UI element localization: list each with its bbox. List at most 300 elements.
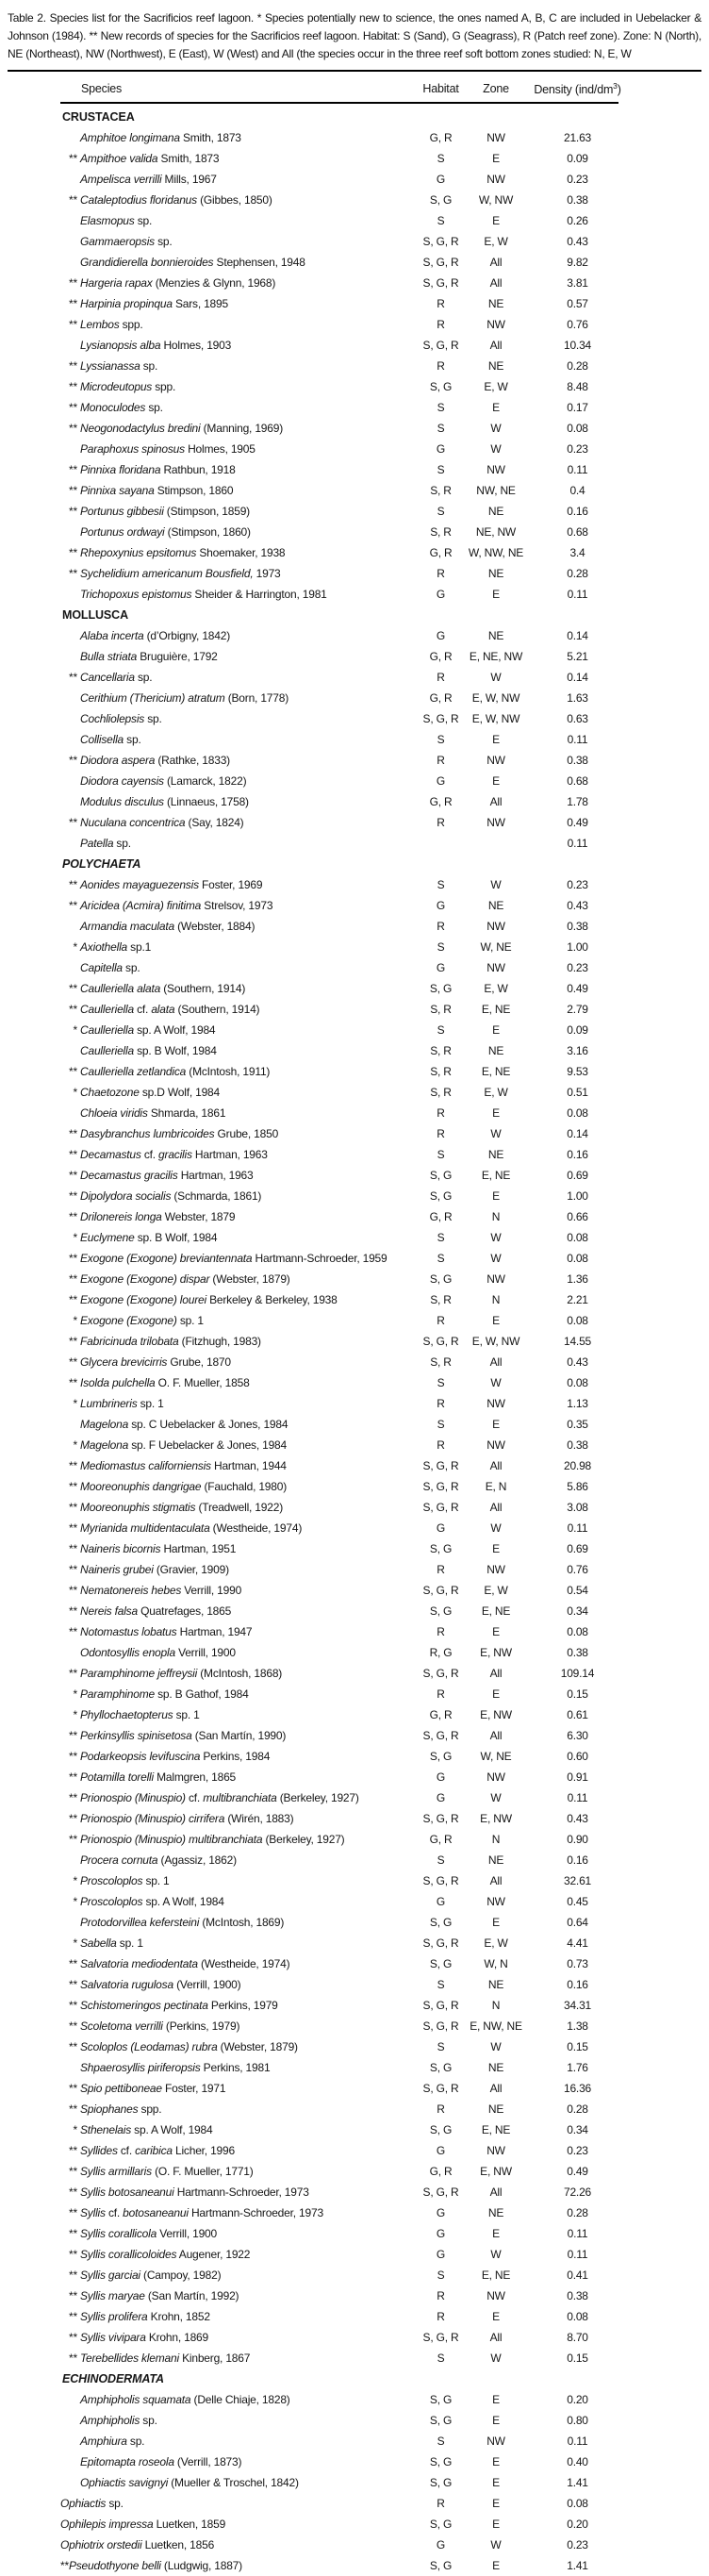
new-record-marker: ** [69, 1293, 77, 1306]
density-cell: 0.15 [567, 2352, 588, 2365]
habitat-cell: S [437, 733, 445, 746]
species-name: Diodora aspera (Rathke, 1833) [80, 754, 230, 767]
density-cell: 0.11 [567, 2435, 588, 2448]
zone-cell: E [492, 2476, 500, 2489]
species-cell [60, 2555, 415, 2576]
habitat-cell: G [436, 1791, 446, 1804]
table-body [60, 104, 635, 2576]
habitat-cell: R [437, 754, 445, 767]
zone-cell: NW [486, 318, 505, 331]
new-record-marker: ** [69, 1667, 77, 1680]
density-cell: 0.08 [567, 1252, 588, 1265]
density-cell: 0.38 [567, 193, 588, 207]
zone-cell: NE [487, 1044, 504, 1057]
species-name: Caulleriella sp. A Wolf, 1984 [80, 1023, 216, 1037]
species-row [60, 1372, 635, 1393]
habitat-cell: S, G, R [422, 2019, 459, 2033]
species-name: Potamilla torelli Malmgren, 1865 [80, 1770, 237, 1784]
species-cell [60, 1082, 415, 1103]
habitat-cell: G [436, 629, 446, 642]
species-name: Syllis corallicola Verrill, 1900 [80, 2227, 217, 2240]
section-header-echinodermata: ECHINODERMATA [62, 2372, 164, 2385]
habitat-cell: G, R [429, 691, 453, 705]
species-row [60, 625, 635, 646]
zone-cell: NE [487, 899, 504, 912]
density-cell: 4.41 [567, 1936, 588, 1950]
zone-cell: All [489, 1874, 503, 1887]
species-cell [60, 2431, 415, 2451]
zone-cell: E [492, 401, 500, 414]
species-row [60, 1580, 635, 1601]
habitat-cell: S, G, R [422, 235, 459, 248]
species-cell [60, 2161, 415, 2182]
species-cell [60, 1497, 415, 1518]
density-cell: 0.08 [567, 2497, 588, 2510]
species-name: Amphiura sp. [80, 2435, 145, 2448]
zone-cell: W [490, 2248, 502, 2261]
habitat-cell: S, G [429, 380, 453, 393]
habitat-cell: S [437, 152, 445, 165]
zone-cell: E [492, 2414, 500, 2427]
zone-cell: NE [487, 297, 504, 310]
zone-cell: NW, NE [476, 484, 516, 497]
zone-cell: W, NW [478, 193, 514, 207]
new-record-marker: ** [69, 1584, 77, 1597]
species-row [60, 812, 635, 833]
density-cell: 3.08 [567, 1501, 588, 1514]
section-header-crustacea: CRUSTACEA [62, 110, 135, 124]
species-row [60, 169, 635, 190]
habitat-cell: S, G, R [422, 2082, 459, 2095]
new-record-marker: ** [69, 1169, 77, 1182]
species-cell [60, 1725, 415, 1746]
species-name: Cancellaria sp. [80, 671, 153, 684]
zone-cell: NW [486, 2144, 505, 2157]
habitat-cell: S, G [429, 2393, 453, 2406]
species-name: Lumbrineris sp. 1 [80, 1397, 164, 1410]
density-cell: 0.11 [567, 1521, 588, 1535]
species-name: Caulleriella alata (Southern, 1914) [80, 982, 246, 995]
zone-cell: All [489, 276, 503, 290]
habitat-cell: R [437, 1438, 445, 1452]
species-name: Salvatoria rugulosa (Verrill, 1900) [80, 1978, 241, 1991]
species-cell [60, 335, 415, 356]
species-cell [60, 729, 415, 750]
species-row [60, 1704, 635, 1725]
species-row [60, 1310, 635, 1331]
density-cell: 0.49 [567, 982, 588, 995]
species-name: Caulleriella cf. alata (Southern, 1914) [80, 1003, 260, 1016]
new-record-marker: ** [69, 982, 77, 995]
species-row [60, 2451, 635, 2472]
species-name: Syllis armillaris (O. F. Mueller, 1771) [80, 2165, 254, 2178]
species-cell [60, 1393, 415, 1414]
species-row [60, 833, 635, 854]
new-record-marker: ** [69, 193, 77, 207]
species-name: Dipolydora socialis (Schmarda, 1861) [80, 1189, 262, 1203]
species-cell [60, 1061, 415, 1082]
species-cell [60, 2036, 415, 2057]
density-cell: 0.43 [567, 235, 588, 248]
habitat-cell: S, G, R [422, 1812, 459, 1825]
density-cell: 0.08 [567, 1376, 588, 1389]
density-cell: 0.16 [567, 1978, 588, 1991]
species-cell [60, 501, 415, 522]
zone-cell: E, W [484, 1584, 508, 1597]
habitat-cell: S [437, 1376, 445, 1389]
new-record-marker: ** [69, 1625, 77, 1638]
zone-cell: N [491, 1833, 501, 1846]
density-cell: 0.14 [567, 1127, 588, 1140]
new-record-marker: ** [69, 2144, 77, 2157]
species-row [60, 729, 635, 750]
species-name: Capitella sp. [80, 961, 140, 974]
new-record-marker: ** [69, 2185, 77, 2199]
new-record-marker: ** [69, 1812, 77, 1825]
species-row [60, 2057, 635, 2078]
zone-cell: All [489, 2185, 503, 2199]
species-cell [60, 1663, 415, 1684]
zone-cell: E, NE [481, 1003, 511, 1016]
new-record-marker: * [73, 1231, 77, 1244]
new-record-marker: ** [69, 401, 77, 414]
habitat-cell: S, G [429, 1189, 453, 1203]
habitat-cell: S, G, R [422, 2185, 459, 2199]
habitat-cell: R [437, 1563, 445, 1576]
species-row [60, 1227, 635, 1248]
species-cell [60, 937, 415, 957]
habitat-cell: G [436, 2538, 446, 2551]
species-row [60, 2140, 635, 2161]
species-cell [60, 2493, 415, 2514]
new-record-marker: ** [69, 2040, 77, 2053]
new-record-marker: ** [69, 1127, 77, 1140]
zone-cell: NW [486, 816, 505, 829]
new-record-marker: ** [69, 899, 77, 912]
density-cell: 0.28 [567, 2102, 588, 2116]
species-row [60, 1061, 635, 1082]
habitat-cell: S, G [429, 2518, 453, 2531]
habitat-cell: R [437, 1106, 445, 1120]
density-cell: 0.17 [567, 401, 588, 414]
species-row [60, 937, 635, 957]
species-name: Lysianopsis alba Holmes, 1903 [80, 339, 232, 352]
new-record-marker: ** [69, 1376, 77, 1389]
species-row [60, 459, 635, 480]
habitat-cell: R [437, 2102, 445, 2116]
zone-cell: E [492, 2559, 500, 2572]
species-name: Nereis falsa Quatrefages, 1865 [80, 1604, 232, 1618]
species-row [60, 1829, 635, 1850]
zone-cell: NE [487, 2061, 504, 2074]
new-record-marker: ** [69, 1501, 77, 1514]
species-name: Neogonodactylus bredini (Manning, 1969) [80, 422, 284, 435]
species-name: Amphipholis sp. [80, 2414, 157, 2427]
species-cell [60, 2078, 415, 2099]
density-cell: 0.11 [567, 1791, 588, 1804]
habitat-cell: S [437, 2269, 445, 2282]
habitat-cell: S [437, 878, 445, 891]
species-name: Isolda pulchella O. F. Mueller, 1858 [80, 1376, 250, 1389]
species-cell [60, 190, 415, 210]
species-name: Cerithium (Thericium) atratum (Born, 1778) [80, 691, 289, 705]
habitat-cell: S, G [429, 2414, 453, 2427]
zone-cell: NW [486, 1770, 505, 1784]
zone-cell: E, NE [481, 1604, 511, 1618]
species-cell [60, 1123, 415, 1144]
zone-cell: N [491, 1210, 501, 1223]
species-cell [60, 2016, 415, 2036]
density-cell: 0.26 [567, 214, 588, 227]
new-record-marker: ** [69, 2269, 77, 2282]
species-cell [60, 459, 415, 480]
density-cell: 0.49 [567, 816, 588, 829]
species-row [60, 293, 635, 314]
habitat-cell: S, G [429, 1750, 453, 1763]
density-cell: 0.35 [567, 1418, 588, 1431]
density-cell: 0.23 [567, 2144, 588, 2157]
habitat-cell: G [436, 961, 446, 974]
new-record-marker: ** [69, 359, 77, 373]
species-name: Exogone (Exogone) breviantennata Hartmann-Schroeder, 1959 [80, 1252, 387, 1265]
species-name: Syllis maryae (San Martín, 1992) [80, 2289, 239, 2302]
section-header-mollusca: MOLLUSCA [62, 608, 129, 622]
new-record-marker: ** [69, 754, 77, 767]
density-cell: 1.41 [567, 2559, 588, 2572]
species-name: Patella sp. [80, 837, 131, 850]
species-cell [60, 708, 415, 729]
species-name: Ophiotrix orstedii Luetken, 1856 [60, 2538, 215, 2551]
zone-cell: W [490, 442, 502, 456]
new-record-marker: * [73, 1086, 77, 1099]
species-cell [60, 2514, 415, 2534]
species-name: Prionospio (Minuspio) cf. multibranchiata (Berkeley, 1927) [80, 1791, 359, 1804]
habitat-cell: S, G, R [422, 1729, 459, 1742]
habitat-cell: S, G [429, 1272, 453, 1286]
species-cell [60, 916, 415, 937]
species-cell [60, 1870, 415, 1891]
species-name: Rhepoxynius epsitomus Shoemaker, 1938 [80, 546, 286, 559]
new-record-marker: ** [69, 2352, 77, 2365]
species-row [60, 1435, 635, 1455]
species-name: Prionospio (Minuspio) cirrifera (Wirén, 1883) [80, 1812, 294, 1825]
species-row [60, 273, 635, 293]
species-cell [60, 957, 415, 978]
new-record-marker: ** [69, 1003, 77, 1016]
habitat-cell: G, R [429, 131, 453, 144]
habitat-cell: S [437, 2435, 445, 2448]
species-row [60, 2285, 635, 2306]
density-cell: 0.76 [567, 318, 588, 331]
habitat-cell: G [436, 2248, 446, 2261]
species-row [60, 2161, 635, 2182]
density-cell: 0.20 [567, 2393, 588, 2406]
species-cell [60, 771, 415, 791]
species-row [60, 1559, 635, 1580]
new-record-marker: ** [69, 1750, 77, 1763]
species-row [60, 1206, 635, 1227]
density-cell: 2.79 [567, 1003, 588, 1016]
species-row [60, 771, 635, 791]
species-cell [60, 522, 415, 542]
density-cell: 0.14 [567, 671, 588, 684]
zone-cell: W, NE [480, 1750, 512, 1763]
new-record-marker: ** [69, 2310, 77, 2323]
habitat-cell: G [436, 588, 446, 601]
zone-cell: E, NW [480, 1646, 512, 1659]
habitat-cell: S, G, R [422, 256, 459, 269]
zone-cell: W [490, 2040, 502, 2053]
density-cell: 0.43 [567, 899, 588, 912]
habitat-cell: G [436, 173, 446, 186]
species-name: Gammaeropsis sp. [80, 235, 173, 248]
species-name: Protodorvillea kefersteini (McIntosh, 1869) [80, 1916, 285, 1929]
species-name: Podarkeopsis levifuscina Perkins, 1984 [80, 1750, 271, 1763]
density-cell: 8.70 [567, 2331, 588, 2344]
species-cell [60, 874, 415, 895]
species-name: Amphitoe longimana Smith, 1873 [80, 131, 241, 144]
species-cell [60, 2472, 415, 2493]
zone-cell: W [490, 878, 502, 891]
habitat-cell: G, R [429, 546, 453, 559]
species-cell [60, 1808, 415, 1829]
species-cell [60, 1372, 415, 1393]
density-cell: 0.28 [567, 567, 588, 580]
density-cell: 21.63 [563, 131, 592, 144]
zone-cell [467, 833, 525, 854]
species-cell [60, 791, 415, 812]
col-header-habitat: Habitat [422, 82, 459, 95]
new-record-marker: ** [69, 1335, 77, 1348]
species-name: Cataleptodius floridanus (Gibbes, 1850) [80, 193, 272, 207]
habitat-cell: R [437, 2289, 445, 2302]
new-record-marker: ** [60, 2559, 69, 2572]
species-name: Syllis botosaneanui Hartmann-Schroeder, 1973 [80, 2185, 309, 2199]
habitat-cell: R [437, 671, 445, 684]
density-cell: 0.68 [567, 774, 588, 788]
density-cell: 20.98 [563, 1459, 592, 1472]
density-cell: 0.38 [567, 1438, 588, 1452]
habitat-cell: R [437, 816, 445, 829]
habitat-cell: G [436, 2144, 446, 2157]
species-cell [60, 1642, 415, 1663]
species-cell [60, 1144, 415, 1165]
species-row [60, 376, 635, 397]
new-record-marker: ** [69, 2102, 77, 2116]
species-cell [60, 2389, 415, 2410]
species-row [60, 708, 635, 729]
zone-cell: E, NW [480, 1708, 512, 1721]
density-cell: 1.13 [567, 1397, 588, 1410]
new-record-marker: ** [69, 318, 77, 331]
new-record-marker: * [73, 1708, 77, 1721]
zone-cell: All [489, 339, 503, 352]
habitat-cell: R [437, 1625, 445, 1638]
species-name: Syllis corallicoloides Augener, 1922 [80, 2248, 251, 2261]
zone-cell: NW [486, 1895, 505, 1908]
species-cell [60, 1580, 415, 1601]
species-name: Naineris grubei (Gravier, 1909) [80, 1563, 229, 1576]
habitat-cell: S, G [429, 1916, 453, 1929]
habitat-cell: G, R [429, 1833, 453, 1846]
zone-cell: E [492, 1542, 500, 1555]
zone-cell: N [491, 1293, 501, 1306]
zone-cell: E [492, 152, 500, 165]
zone-cell: E [492, 774, 500, 788]
habitat-cell: S [437, 1978, 445, 1991]
species-name: Ophiactis savignyi (Mueller & Troschel, 1842) [80, 2476, 299, 2489]
habitat-cell: S [437, 2040, 445, 2053]
density-cell: 0.76 [567, 1563, 588, 1576]
species-row [60, 1787, 635, 1808]
density-cell: 3.16 [567, 1044, 588, 1057]
species-row [60, 750, 635, 771]
new-record-marker: ** [69, 422, 77, 435]
species-name: Decamastus gracilis Hartman, 1963 [80, 1169, 254, 1182]
top-rule [8, 70, 701, 72]
species-row [60, 688, 635, 708]
zone-cell: E [492, 1687, 500, 1701]
species-cell [60, 2119, 415, 2140]
zone-cell: E [492, 1916, 500, 1929]
habitat-cell: S, G, R [422, 1459, 459, 1472]
zone-cell: E [492, 2393, 500, 2406]
zone-cell: E, NE [481, 2269, 511, 2282]
zone-cell: W [490, 2352, 502, 2365]
new-record-marker: ** [69, 463, 77, 476]
new-record-marker: ** [69, 1791, 77, 1804]
species-name: Diodora cayensis (Lamarck, 1822) [80, 774, 247, 788]
new-record-marker: ** [69, 2227, 77, 2240]
species-name: Hargeria rapax (Menzies & Glynn, 1968) [80, 276, 276, 290]
density-cell: 0.16 [567, 1853, 588, 1867]
habitat-cell: S [437, 1231, 445, 1244]
density-cell: 109.14 [560, 1667, 595, 1680]
habitat-cell: S [437, 1418, 445, 1431]
habitat-cell [415, 833, 467, 854]
density-cell: 14.55 [563, 1335, 592, 1348]
zone-cell: All [489, 1501, 503, 1514]
habitat-cell: G [436, 1770, 446, 1784]
density-cell: 0.49 [567, 2165, 588, 2178]
habitat-cell: R [437, 920, 445, 933]
new-record-marker: ** [69, 546, 77, 559]
density-cell: 0.23 [567, 961, 588, 974]
species-name: Portunus gibbesii (Stimpson, 1859) [80, 505, 250, 518]
zone-cell: NE [487, 567, 504, 580]
density-cell: 1.38 [567, 2019, 588, 2033]
new-record-marker: ** [69, 1189, 77, 1203]
species-row [60, 1808, 635, 1829]
species-cell [60, 1953, 415, 1974]
new-record-marker: ** [69, 1604, 77, 1618]
species-name: Bulla striata Bruguière, 1792 [80, 650, 218, 663]
species-cell [60, 1767, 415, 1787]
species-cell [60, 2057, 415, 2078]
habitat-cell: G [436, 899, 446, 912]
habitat-cell: S, G [429, 1604, 453, 1618]
species-cell [60, 1414, 415, 1435]
species-table [60, 75, 635, 2576]
species-name: Sabella sp. 1 [80, 1936, 143, 1950]
species-row [60, 252, 635, 273]
zone-cell: E [492, 1314, 500, 1327]
new-record-marker: * [73, 1438, 77, 1452]
density-cell: 0.08 [567, 1106, 588, 1120]
habitat-cell: S, G, R [422, 1501, 459, 1514]
species-cell [60, 2182, 415, 2202]
species-name: Monoculodes sp. [80, 401, 163, 414]
